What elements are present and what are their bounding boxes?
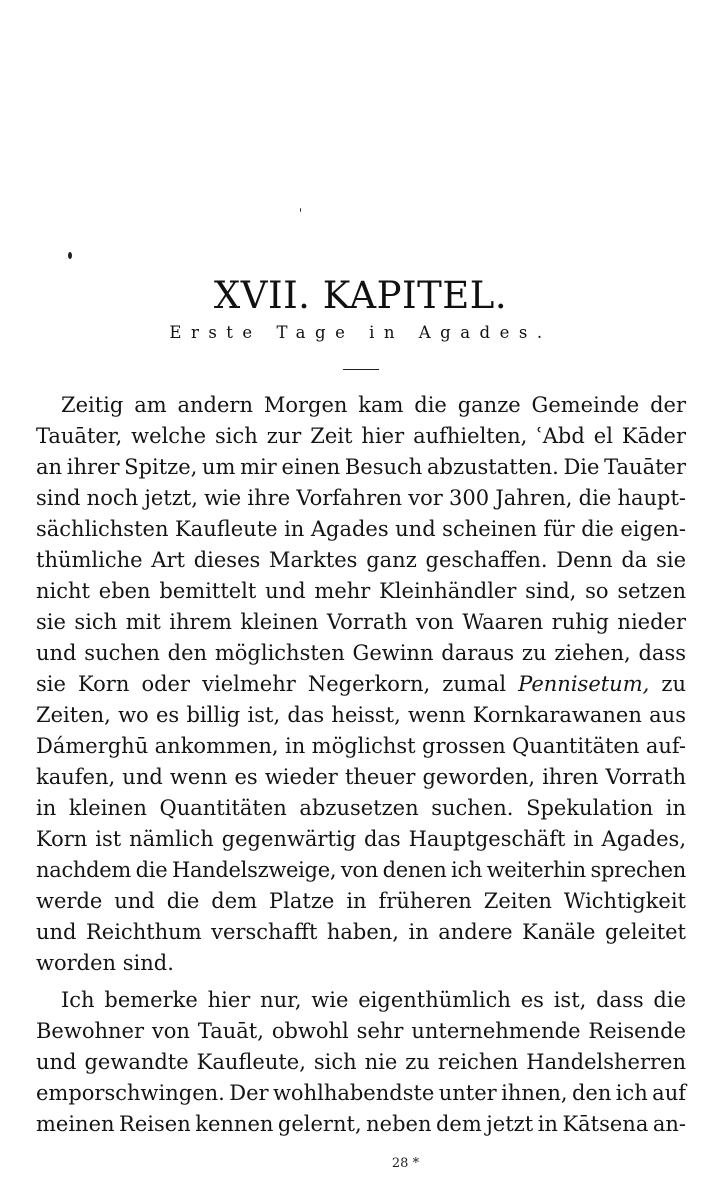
title-divider <box>343 369 379 370</box>
body-text <box>36 390 686 1140</box>
text-line: Zeitig am andern Morgen kam die ganze Gemeinde der <box>61 393 686 417</box>
text-line: emporschwingen. Der wohlhabendste unter ihnen, den ich auf <box>36 1081 686 1105</box>
text-line: thümliche Art dieses Marktes ganz geschaffen. Denn da sie <box>36 548 686 572</box>
text-line: und gewandte Kaufleute, sich nie zu reichen Handelsherren <box>36 1050 686 1074</box>
text-line: worden sind. <box>36 951 174 975</box>
text-line-end: zu <box>661 672 686 696</box>
chapter-title: XVII. KAPITEL. <box>213 274 508 317</box>
text-line: Ich bemerke hier nur, wie eigenthümlich es ist, dass die <box>61 988 686 1012</box>
text-line: kaufen, und wenn es wieder theuer geworden, ihren Vorrath <box>36 765 686 789</box>
text-line: werde und die dem Platze in früheren Zeiten Wichtigkeit <box>36 889 686 913</box>
signature-mark <box>0 1156 721 1171</box>
text-line: meinen Reisen kennen gelernt, neben dem jetzt in Kātsena an- <box>36 1112 686 1136</box>
signature-text: 28 * <box>391 1156 420 1171</box>
text-line-with-italic <box>36 669 686 700</box>
text-line: in kleinen Quantitäten abzusetzen suchen. Spekulation in <box>36 796 686 820</box>
scan-speck <box>300 208 301 212</box>
text-line: sie sich mit ihrem kleinen Vorrath von Waaren ruhig nieder <box>36 610 686 634</box>
text-line: und Reichthum verschafft haben, in andere Kanäle geleitet <box>36 920 686 944</box>
text-line: Dámerghū ankommen, in möglichst grossen Quantitäten auf- <box>36 734 686 758</box>
text-line: Bewohner von Tauāt, obwohl sehr unternehmende Reisende <box>36 1019 686 1043</box>
paragraph-1 <box>36 390 686 979</box>
text-line: Zeiten, wo es billig ist, das heisst, wenn Kornkarawanen aus <box>36 703 686 727</box>
text-line: Tauāter, welche sich zur Zeit hier aufhielten, ʿAbd el Kāder <box>36 424 686 448</box>
italic-term: Pennisetum, <box>518 672 650 696</box>
text-line: an ihrer Spitze, um mir einen Besuch abzustatten. Die Tauāter <box>36 455 686 479</box>
text-line: Korn ist nämlich gegenwärtig das Hauptgeschäft in Agades, <box>36 827 686 851</box>
scan-speck <box>68 252 72 259</box>
text-line: nicht eben bemittelt und mehr Kleinhändler sind, so setzen <box>36 579 686 603</box>
text-line: sächlichsten Kaufleute in Agades und scheinen für die eigen- <box>36 517 686 541</box>
text-line: nachdem die Handelszweige, von denen ich weiterhin sprechen <box>36 858 686 882</box>
paragraph-2 <box>36 985 686 1140</box>
text-line: sind noch jetzt, wie ihre Vorfahren vor 300 Jahren, die haupt- <box>36 486 686 510</box>
text-line: und suchen den möglichsten Gewinn daraus zu ziehen, dass <box>36 641 686 665</box>
chapter-subtitle: Erste Tage in Agades. <box>169 323 552 342</box>
text-line-start: sie Korn oder vielmehr Negerkorn, zumal <box>36 672 507 696</box>
